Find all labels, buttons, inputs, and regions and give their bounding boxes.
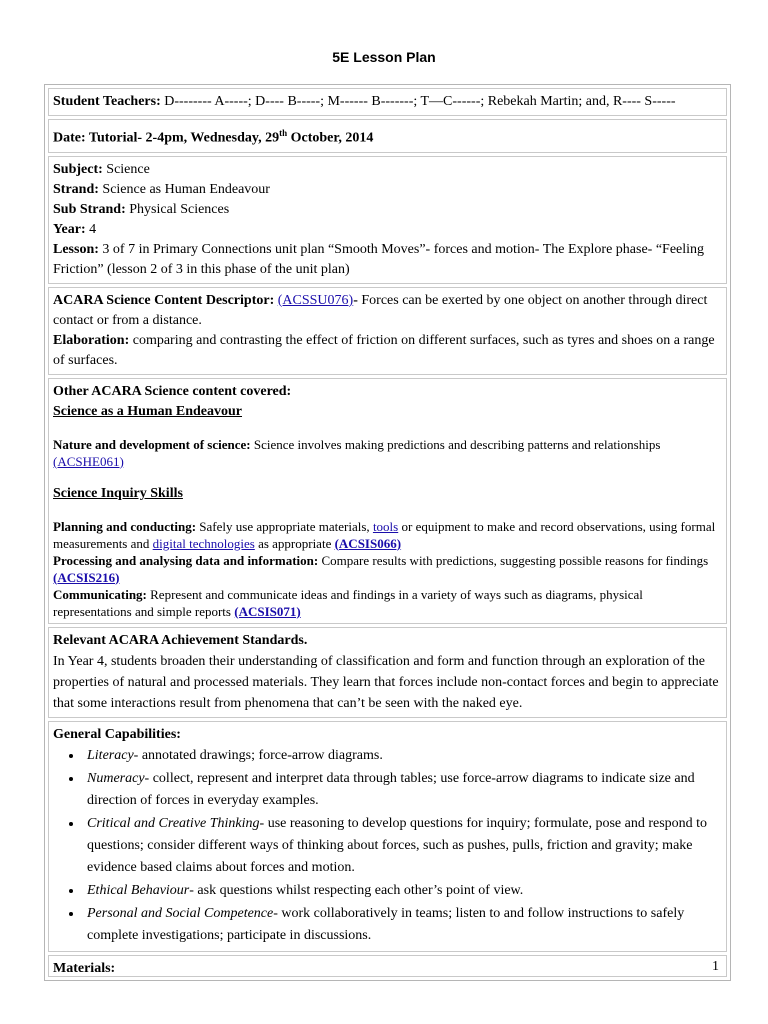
acssu076-link[interactable]: (ACSSU076) — [277, 292, 354, 308]
capability-item — [83, 903, 722, 947]
capability-item — [83, 813, 722, 879]
materials-heading: Materials: — [53, 960, 116, 976]
subject-cell — [48, 156, 727, 284]
digital-technologies-link[interactable]: digital technologies — [152, 535, 255, 551]
elaboration-line — [53, 331, 722, 371]
capability-name: Literacy — [87, 747, 134, 763]
substrand-value: Physical Sciences — [125, 201, 230, 217]
planning-text-2: or equipment to make and record observations, using formal measurements and — [53, 518, 716, 551]
planning-text-3: as appropriate — [254, 535, 335, 551]
year-line — [53, 220, 722, 240]
teachers-cell — [48, 88, 727, 116]
substrand-line — [53, 200, 722, 220]
capability-text: - work collaboratively in teams; listen to and follow instructions to safely complete investigations; participate in discussions. — [87, 905, 685, 943]
capability-item — [83, 745, 722, 767]
descriptor-text: Forces can be exerted by one object on another through direct contact or from a distance. — [53, 292, 708, 328]
lesson-value: 3 of 7 in Primary Connections unit plan “Smooth Moves”- forces and motion- The Explore phase- “Feeling Friction” (lesson 2 of 3 in this phase of the unit plan) — [53, 241, 705, 277]
capability-item — [83, 880, 722, 902]
page-number: 1 — [712, 959, 719, 974]
strand-label: Strand: — [53, 181, 99, 197]
elaboration-label: Elaboration: — [53, 332, 130, 348]
capabilities-list — [53, 745, 722, 947]
date-suffix: October, 2014 — [287, 130, 374, 146]
processing-paragraph — [53, 552, 722, 586]
capability-text: - collect, represent and interpret data through tables; use force-arrow diagrams to indicate size and direction of forces in everyday examples. — [87, 770, 695, 808]
processing-label: Processing and analysing data and information: — [53, 552, 319, 568]
capability-item — [83, 768, 722, 812]
acsis216-link[interactable]: (ACSIS216) — [53, 569, 120, 585]
other-content-cell — [48, 378, 727, 624]
subject-label: Subject: — [53, 161, 103, 177]
standards-text: In Year 4, students broaden their understanding of classification and form and function through an exploration of the properties of natural and processed materials. They learn that forces include non-contact forces and begin to appreciate that some interactions result from phenomena that can’t be seen with the naked eye. — [53, 653, 719, 711]
planning-label: Planning and conducting: — [53, 518, 197, 534]
materials-cell — [48, 955, 727, 977]
lesson-label: Lesson: — [53, 241, 99, 257]
capability-name: Personal and Social Competence — [87, 905, 274, 921]
date-cell — [48, 119, 727, 153]
lesson-plan-table — [44, 84, 731, 981]
processing-text: Compare results with predictions, suggesting possible reasons for findings — [318, 552, 709, 568]
capability-name: Numeracy — [87, 770, 145, 786]
date-superscript: th — [279, 128, 288, 138]
year-label: Year: — [53, 221, 86, 237]
lesson-line — [53, 240, 722, 280]
strand-line — [53, 180, 722, 200]
communicating-paragraph — [53, 586, 722, 620]
date-prefix: Date: Tutorial- 2-4pm, Wednesday, 29 — [53, 130, 280, 146]
elaboration-text: comparing and contrasting the effect of friction on different surfaces, such as tyres and shoes on a range of surfaces. — [53, 332, 715, 368]
strand-value: Science as Human Endeavour — [98, 181, 270, 197]
descriptor-line — [53, 291, 722, 331]
standards-heading: Relevant ACARA Achievement Standards. — [53, 632, 308, 648]
capability-name: Ethical Behaviour — [87, 882, 190, 898]
descriptor-label: ACARA Science Content Descriptor: — [53, 292, 275, 308]
capabilities-heading: General Capabilities: — [53, 726, 181, 742]
inquiry-skills-heading: Science Inquiry Skills — [53, 485, 183, 501]
standards-cell — [48, 627, 727, 718]
planning-paragraph — [53, 518, 722, 552]
nature-paragraph — [53, 436, 722, 470]
substrand-label: Sub Strand: — [53, 201, 126, 217]
teachers-value: D-------- A-----; D---- B-----; M------ B-------; T—C------; Rebekah Martin; and, R---- S----- — [160, 94, 676, 109]
communicating-label: Communicating: — [53, 586, 147, 602]
subject-line — [53, 160, 722, 180]
other-content-heading: Other ACARA Science content covered: — [53, 383, 292, 399]
capability-text: - use reasoning to develop questions for inquiry; formulate, pose and respond to questions; consider different ways of thinking about forces, such as pushes, pulls, friction and gravity; make evidence based claims about forces and motion. — [87, 815, 708, 875]
subject-value: Science — [102, 161, 150, 177]
descriptor-cell — [48, 287, 727, 375]
capability-name: Critical and Creative Thinking — [87, 815, 260, 831]
page-title: 5E Lesson Plan — [332, 49, 436, 65]
capability-text: - ask questions whilst respecting each other’s point of view. — [189, 882, 524, 898]
tools-link[interactable]: tools — [372, 518, 399, 534]
descriptor-dash: - — [353, 292, 358, 308]
she-heading: Science as a Human Endeavour — [53, 403, 243, 419]
communicating-text: Represent and communicate ideas and findings in a variety of ways such as diagrams, physical representations and simple reports — [53, 586, 643, 619]
acsis071-link[interactable]: (ACSIS071) — [234, 603, 301, 619]
teachers-label: Student Teachers: — [53, 94, 161, 109]
nature-label: Nature and development of science: — [53, 436, 251, 452]
acsis066-link[interactable]: (ACSIS066) — [334, 535, 402, 551]
planning-text-1: Safely use appropriate materials, — [196, 518, 373, 534]
capabilities-cell — [48, 721, 727, 952]
acshe061-link[interactable]: (ACSHE061) — [53, 453, 124, 469]
nature-text: Science involves making predictions and describing patterns and relationships — [250, 436, 661, 452]
capability-text: - annotated drawings; force-arrow diagrams. — [133, 747, 383, 763]
year-value: 4 — [85, 221, 97, 237]
